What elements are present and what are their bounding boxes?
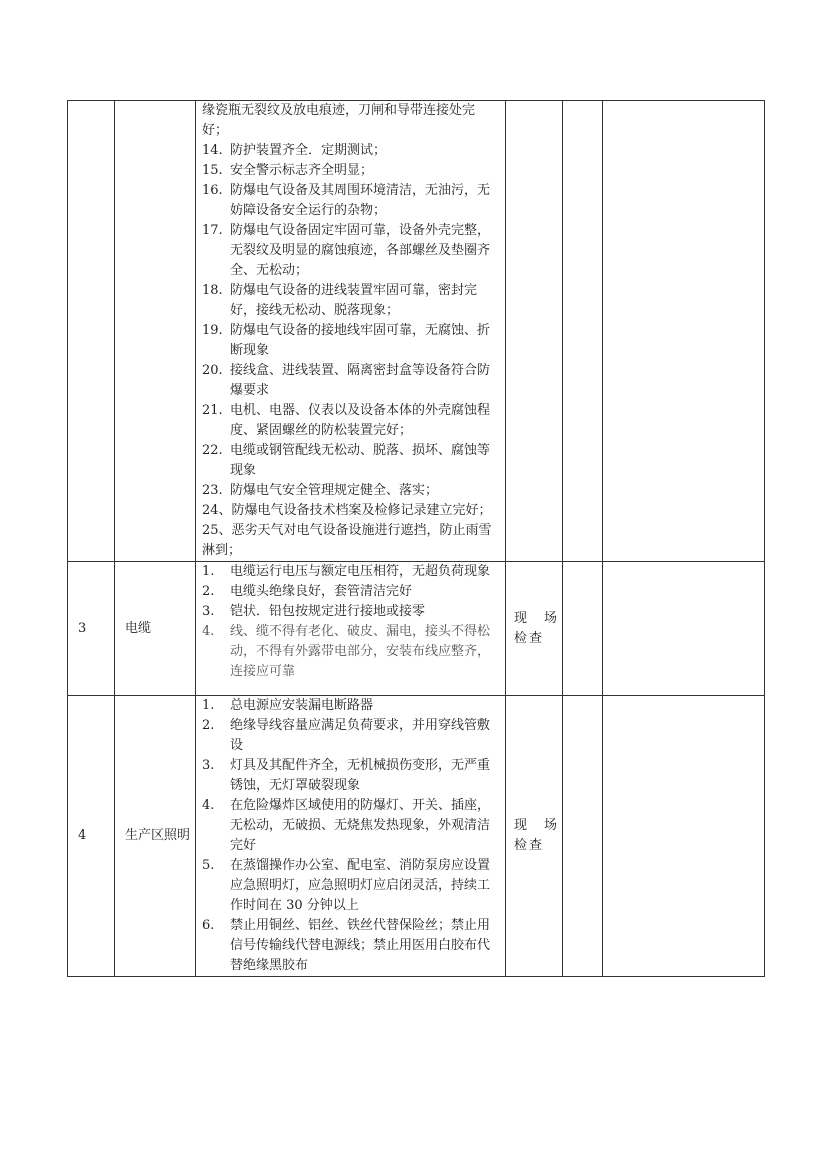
list-item: 15. 安全警示标志齐全明显；	[202, 163, 374, 178]
list-item: 6. 禁止用铜丝、铝丝、铁丝代替保险丝；禁止用信号传输线代替电源线；禁止用医用白胶布代替绝缘黑胶布	[202, 918, 491, 973]
list-item: 2. 电缆头绝缘良好，套管清洁完好	[202, 584, 413, 599]
check-method-text: 现 场检查	[514, 610, 560, 646]
result-cell	[563, 101, 603, 562]
inspection-table	[67, 100, 765, 977]
list-item: 3. 铠状．铅包按规定进行接地或接零	[202, 604, 426, 619]
row-number-cell: 3	[68, 562, 115, 696]
check-method-cell	[506, 101, 563, 562]
list-item: 4. 线、缆不得有老化、破皮、漏电，接头不得松动，不得有外露带电部分，安装布线应整齐，连接应可靠	[202, 624, 491, 679]
check-content-cell	[196, 562, 506, 696]
table-row-lighting	[68, 696, 765, 977]
list-item: 24、防爆电气设备技术档案及检修记录建立完好；	[202, 503, 492, 518]
list-item: 19. 防爆电气设备的接地线牢固可靠，无腐蚀、折断现象	[202, 323, 491, 358]
check-method-cell	[506, 696, 563, 977]
check-method-text: 现 场检查	[514, 818, 560, 853]
item-name-cell	[115, 101, 196, 562]
list-item: 1. 电缆运行电压与额定电压相符，无超负荷现象	[202, 564, 491, 579]
list-item: 20. 接线盒、进线装置、隔离密封盒等设备符合防爆要求	[202, 363, 491, 398]
list-item: 16. 防爆电气设备及其周围环境清洁，无油污，无妨障设备安全运行的杂物；	[202, 183, 491, 218]
list-item: 17. 防爆电气设备固定牢固可靠，设备外壳完整，无裂纹及明显的腐蚀痕迹，各部螺丝及垫圈齐全、无松动；	[202, 223, 491, 278]
table-row-cable	[68, 562, 765, 696]
list-item: 3. 灯具及其配件齐全，无机械损伤变形，无严重锈蚀，无灯罩破裂现象	[202, 758, 491, 793]
list-item: 25、恶劣天气对电气设备设施进行遮挡，防止雨雪淋到；	[202, 523, 492, 558]
check-method-cell	[506, 562, 563, 696]
result-cell	[563, 562, 603, 696]
check-content-cell	[196, 696, 506, 977]
row-number-cell	[68, 101, 115, 562]
row-number-cell: 4	[68, 696, 115, 977]
list-item: 14. 防护装置齐全．定期测试；	[202, 143, 387, 158]
list-item: 23. 防爆电气安全管理规定健全、落实；	[202, 483, 439, 498]
list-item: 5. 在蒸馏操作办公室、配电室、消防泵房应设置应急照明灯，应急照明灯应启闭灵活，持续工作时间在 30 分钟以上	[202, 858, 491, 913]
table-row-continued	[68, 101, 765, 562]
list-item: 缘瓷瓶无裂纹及放电痕迹，刀闸和导带连接处完好；	[202, 103, 476, 138]
check-content-cell	[196, 101, 506, 562]
list-item: 18. 防爆电气设备的进线装置牢固可靠，密封完好，接线无松动、脱落现象；	[202, 283, 478, 318]
item-name-cell: 电缆	[115, 562, 196, 696]
list-item: 22. 电缆或钢管配线无松动、脱落、损坏、腐蚀等现象	[202, 443, 491, 478]
result-cell	[563, 696, 603, 977]
list-item: 4. 在危险爆炸区域使用的防爆灯、开关、插座，无松动，无破损、无烧焦发热现象，外观清洁完好	[202, 798, 491, 853]
remark-cell	[603, 101, 765, 562]
list-item: 1. 总电源应安装漏电断路器	[202, 698, 374, 713]
remark-cell	[603, 562, 765, 696]
remark-cell	[603, 696, 765, 977]
list-item: 21. 电机、电器、仪表以及设备本体的外壳腐蚀程度、紧固螺丝的防松装置完好；	[202, 403, 491, 438]
item-name-cell: 生产区照明	[115, 696, 196, 977]
list-item: 2. 绝缘导线容量应满足负荷要求，并用穿线管敷设	[202, 718, 491, 753]
